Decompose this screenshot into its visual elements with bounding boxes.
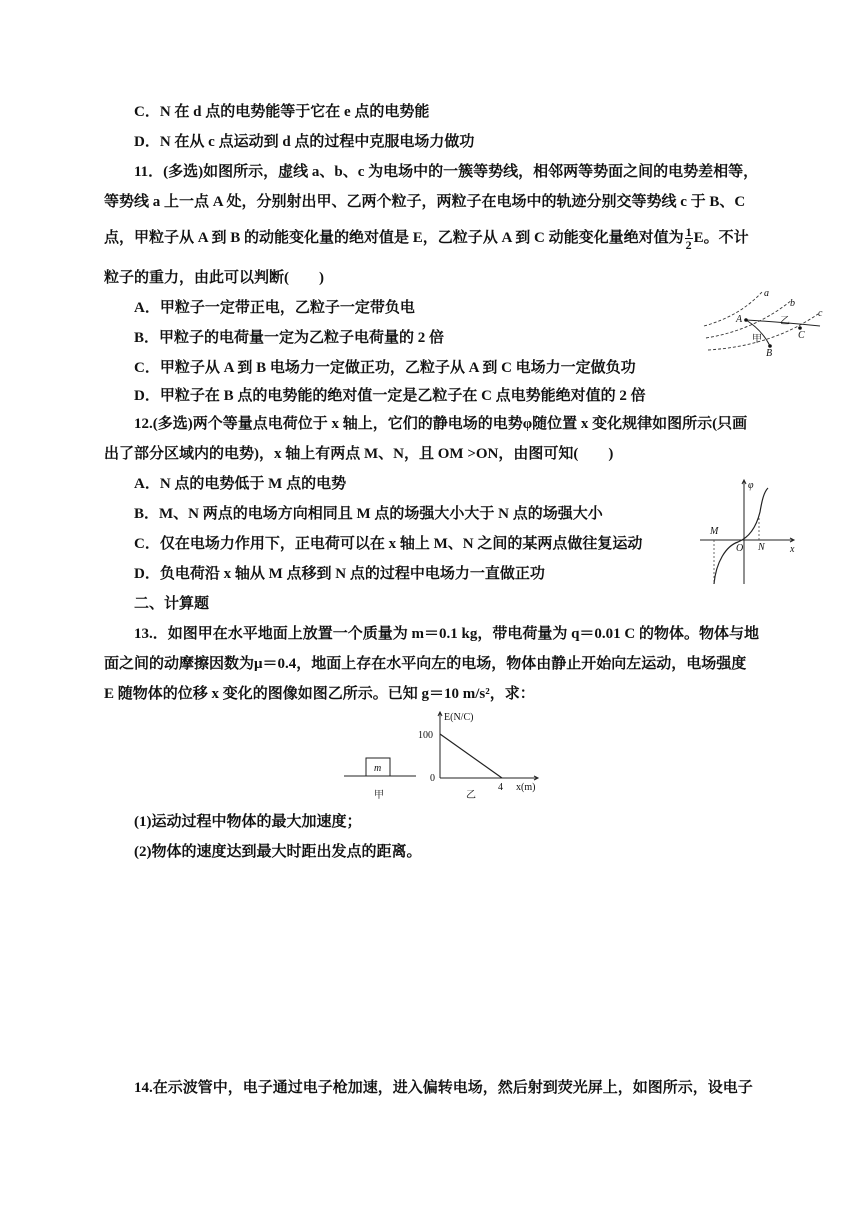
q11-stem-line1: 11．(多选)如图所示，虚线 a、b、c 为电场中的一簇等势线，相邻两等势面之间的电势差相等， xyxy=(134,164,759,180)
q13-stem-line2: 面之间的动摩擦因数为μ＝0.4，地面上存在水平向左的电场，物体由静止开始向左运动，电场强度 xyxy=(104,656,747,672)
fraction-denominator: 2 xyxy=(685,238,692,252)
potential-curve xyxy=(714,488,768,584)
q10-option-c: C．N 在 d 点的电势能等于它在 e 点的电势能 xyxy=(134,104,430,120)
label-e-axis: E(N/C) xyxy=(444,712,474,723)
q11-stem-line2: 等势线 a 上一点 A 处，分别射出甲、乙两个粒子，两粒子在电场中的轨迹分别交等势线 c 于 B、C xyxy=(104,194,746,210)
q13-subquestion-1: (1)运动过程中物体的最大加速度； xyxy=(134,814,362,830)
q11-stem-line3 xyxy=(104,226,749,251)
q12-stem-line1: 12.(多选)两个等量点电荷位于 x 轴上，它们的静电场的电势φ随位置 x 变化规律如图所示(只画 xyxy=(134,416,748,432)
label-a: a xyxy=(764,288,769,299)
label-jia: 甲 xyxy=(374,790,384,801)
q12-option-c: C．仅在电场力作用下，正电荷可以在 x 轴上 M、N 之间的某两点做往复运动 xyxy=(134,536,643,552)
label-b: b xyxy=(790,298,795,309)
label-phi: φ xyxy=(748,480,754,491)
q11-stem-line3-b: E。不计 xyxy=(693,229,749,246)
q11-option-b: B．甲粒子的电荷量一定为乙粒子电荷量的 2 倍 xyxy=(134,330,445,346)
fraction-numerator: 1 xyxy=(685,225,692,239)
label-point-c: C xyxy=(798,330,805,341)
q11-fraction xyxy=(685,226,693,251)
q13-stem-line1: 13.．如图甲在水平地面上放置一个质量为 m＝0.1 kg，带电荷量为 q＝0.01 C 的物体。物体与地 xyxy=(134,626,760,642)
q12-option-a: A．N 点的电势低于 M 点的电势 xyxy=(134,476,347,492)
q11-stem-line4: 粒子的重力，由此可以判断( ) xyxy=(104,270,324,286)
q12-stem-line2: 出了部分区域内的电势)，x 轴上有两点 M、N，且 OM >ON，由图可知( ) xyxy=(104,446,614,462)
q14-stem-line1: 14.在示波管中，电子通过电子枪加速，进入偏转电场，然后射到荧光屏上，如图所示，设电子 xyxy=(134,1080,753,1096)
label-yi: 乙 xyxy=(780,316,790,327)
label-x: x xyxy=(790,544,795,555)
tick-4: 4 xyxy=(498,782,503,793)
label-point-a: A xyxy=(736,314,743,325)
q10-option-d: D．N 在从 c 点运动到 d 点的过程中克服电场力做功 xyxy=(134,134,475,150)
section-heading: 二、计算题 xyxy=(134,596,210,612)
label-n: N xyxy=(758,542,765,553)
q11-equipotential-figure xyxy=(700,286,830,358)
q12-option-b: B．M、N 两点的电场方向相同且 M 点的场强大小大于 N 点的场强大小 xyxy=(134,506,603,522)
e-vs-x-line xyxy=(440,734,502,778)
label-m: M xyxy=(710,526,719,537)
label-yi: 乙 xyxy=(466,790,476,801)
label-jia: 甲 xyxy=(752,334,762,345)
q13-subquestion-2: (2)物体的速度达到最大时距出发点的距离。 xyxy=(134,844,422,860)
label-x-axis: x(m) xyxy=(516,782,536,793)
q13-block-figure xyxy=(340,752,420,802)
label-o: O xyxy=(736,543,744,554)
q13-field-graph xyxy=(414,708,544,802)
label-c: c xyxy=(818,308,823,319)
q11-option-c: C．甲粒子从 A 到 B 电场力一定做正功，乙粒子从 A 到 C 电场力一定做负功 xyxy=(134,360,636,376)
q11-stem-line3-a: 点，甲粒子从 A 到 B 的动能变化量的绝对值是 E，乙粒子从 A 到 C 动能变化量绝对值为 xyxy=(104,229,684,246)
q12-option-d: D．负电荷沿 x 轴从 M 点移到 N 点的过程中电场力一直做正功 xyxy=(134,566,545,582)
q12-potential-graph xyxy=(696,476,800,588)
tick-100: 100 xyxy=(418,730,433,741)
q11-option-d: D．甲粒子在 B 点的电势能的绝对值一定是乙粒子在 C 点电势能绝对值的 2 倍 xyxy=(134,388,646,404)
label-point-b: B xyxy=(766,348,773,358)
label-m: m xyxy=(374,763,382,774)
q11-option-a: A．甲粒子一定带正电，乙粒子一定带负电 xyxy=(134,300,415,316)
tick-0: 0 xyxy=(430,773,435,784)
q13-stem-line3: E 随物体的位移 x 变化的图像如图乙所示。已知 g＝10 m/s²，求： xyxy=(104,686,535,702)
